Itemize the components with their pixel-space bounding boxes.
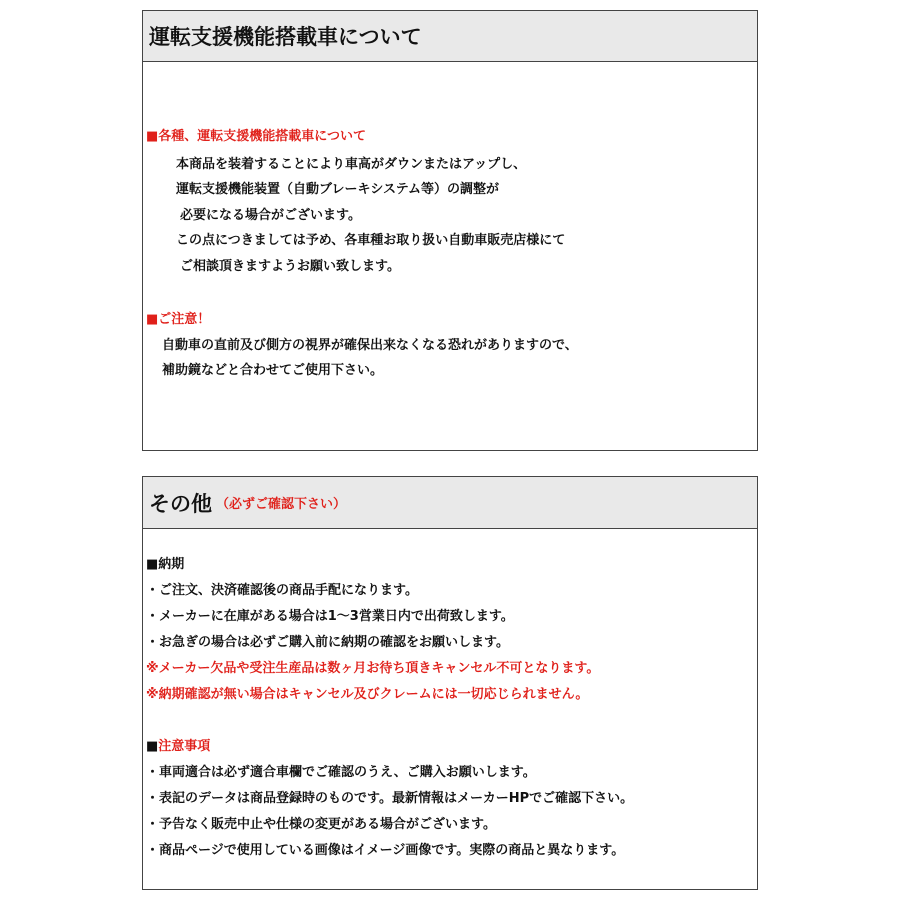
notes-heading-mark: ■ [146, 739, 159, 754]
caution-heading: ■ご注意！ [146, 312, 211, 327]
notes-line-1: ・車両適合は必ず適合車欄でご確認のうえ、ご購入お願いします。 [146, 765, 536, 780]
other-header [143, 477, 757, 529]
notes-heading [146, 738, 210, 756]
notes-line-2: ・表記のデータは商品登録時のものです。最新情報はメーカーHPでご確認下さい。 [146, 791, 634, 806]
notes-heading-text: 注意事項 [158, 739, 211, 754]
other-subtitle: （必ずご確認下さい） [216, 497, 347, 512]
driving-assist-heading: ■各種、運転支援機能搭載車について [146, 129, 367, 144]
delivery-heading: ■納期 [146, 557, 185, 572]
delivery-line-2: ・メーカーに在庫がある場合は1～3営業日内で出荷致します。 [146, 609, 514, 624]
notes-line-3: ・予告なく販売中止や仕様の変更がある場合がございます。 [146, 817, 496, 832]
delivery-warning-1: ※メーカー欠品や受注生産品は数ヶ月お待ち頂きキャンセル不可となります。 [146, 661, 600, 676]
other-title: その他 [149, 491, 212, 516]
driving-assist-line-3: 必要になる場合がございます。 [180, 208, 361, 223]
delivery-warning-2: ※納期確認が無い場合はキャンセル及びクレームには一切応じられません。 [146, 687, 589, 702]
driving-assist-panel [142, 10, 758, 451]
delivery-line-1: ・ご注文、決済確認後の商品手配になります。 [146, 583, 418, 598]
caution-line-1: 自動車の直前及び側方の視界が確保出来なくなる恐れがありますので、 [162, 338, 578, 353]
driving-assist-line-1: 本商品を装着することにより車高がダウンまたはアップし、 [176, 157, 527, 172]
driving-assist-header [143, 11, 757, 62]
delivery-line-3: ・お急ぎの場合は必ずご購入前に納期の確認をお願いします。 [146, 635, 509, 650]
driving-assist-line-4: この点につきましては予め、各車種お取り扱い自動車販売店様にて [176, 233, 566, 248]
notes-line-4: ・商品ページで使用している画像はイメージ画像です。実際の商品と異なります。 [146, 843, 625, 858]
driving-assist-line-2: 運転支援機能装置（自動ブレーキシステム等）の調整が [176, 182, 500, 197]
driving-assist-line-5: ご相談頂きますようお願い致します。 [180, 259, 400, 274]
caution-line-2: 補助鏡などと合わせてご使用下さい。 [162, 363, 384, 378]
driving-assist-title: 運転支援機能搭載車について [149, 25, 422, 49]
